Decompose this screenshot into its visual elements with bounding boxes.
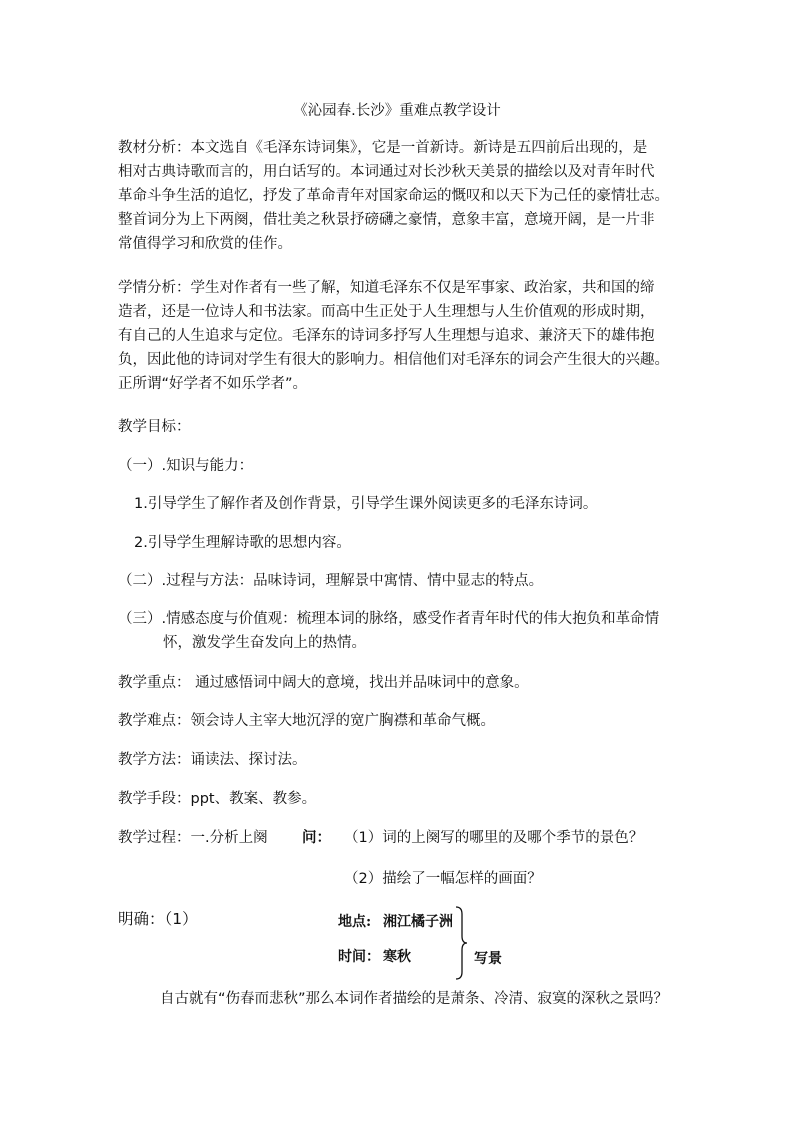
goal-process-method: （二）.过程与方法：品味诗词，理解景中寓情、情中显志的特点。 [118,573,544,589]
goal-attitude-line-2: 怀，激发学生奋发向上的热情。 [163,635,366,651]
student-analysis-line: 有自己的人生追求与定位。毛泽东的诗词多抒写人生理想与追求、兼济天下的雄伟抱 [118,328,655,344]
student-analysis-paragraph [118,276,693,396]
right-curly-brace-icon [454,906,468,980]
material-analysis-line: 常值得学习和欣赏的佳作。 [118,236,292,252]
student-analysis-line: 负，因此他的诗词对学生有很大的影响力。相信他们对毛泽东的词会产生很大的兴趣。 [118,352,669,368]
scene-label: 写景 [474,951,502,967]
student-analysis-line: 正所谓“好学者不如乐学者”。 [118,376,308,392]
material-analysis-line: 相对古典诗歌而言的，用白话写的。本词通过对长沙秋天美景的描绘以及对青年时代 [118,164,655,180]
goal-knowledge-item-2: 2.引导学生理解诗歌的思想内容。 [134,535,351,551]
document-title: 《沁园春.长沙》重难点教学设计 [293,103,501,119]
closing-question: 自古就有“伤春而悲秋”那么本词作者描绘的是萧条、冷清、寂寞的深秋之景吗？ [160,991,669,1007]
material-analysis-line: 整首词分为上下两阕，借壮美之秋景抒磅礴之豪情，意象丰富，意境开阔，是一片非 [118,212,655,228]
question-2: （2）描绘了一幅怎样的画面？ [344,871,542,887]
time-value: 寒秋 [383,949,411,965]
goal-knowledge-item-1: 1.引导学生了解作者及创作背景，引导学生课外阅读更多的毛泽东诗词。 [134,496,598,512]
student-analysis-line: 造者，还是一位诗人和书法家。而高中生正处于人生理想与人生价值观的形成时期， [118,304,655,320]
place-value: 湘江橘子洲 [383,914,453,930]
clarify-label: 明确：（1） [118,910,198,928]
place-label: 地点: [338,914,372,930]
teaching-method: 教学方法：诵读法、探讨法。 [118,752,307,768]
teaching-key-point: 教学重点： 通过感悟词中阔大的意境，找出并品味词中的意象。 [118,675,529,691]
teaching-difficult-point: 教学难点：领会诗人主宰大地沉浮的宽广胸襟和革命气概。 [118,713,495,729]
material-analysis-line: 革命斗争生活的追忆，抒发了革命青年对国家命运的慨叹和以天下为己任的豪情壮志。 [118,188,669,204]
goals-heading: 教学目标： [118,419,191,435]
goal-knowledge-heading: （一）.知识与能力： [118,458,254,474]
student-analysis-line: 学情分析：学生对作者有一些了解，知道毛泽东不仅是军事家、政治家，共和国的缔 [118,280,655,296]
material-analysis-line: 教材分析：本文选自《毛泽东诗词集》，它是一首新诗。新诗是五四前后出现的，是 [118,140,648,156]
time-label: 时间： [338,949,380,965]
question-label: 问： [302,829,331,846]
goal-attitude-line-1: （三）.情感态度与价值观：梳理本词的脉络，感受作者青年时代的伟大抱负和革命情 [118,611,660,627]
material-analysis-paragraph [118,136,693,256]
question-1: （1）词的上阕写的哪里的及哪个季节的景色？ [344,830,644,846]
teaching-means: 教学手段：ppt、教案、教参。 [118,791,317,807]
teaching-process-label: 教学过程：一.分析上阕 [118,830,268,846]
